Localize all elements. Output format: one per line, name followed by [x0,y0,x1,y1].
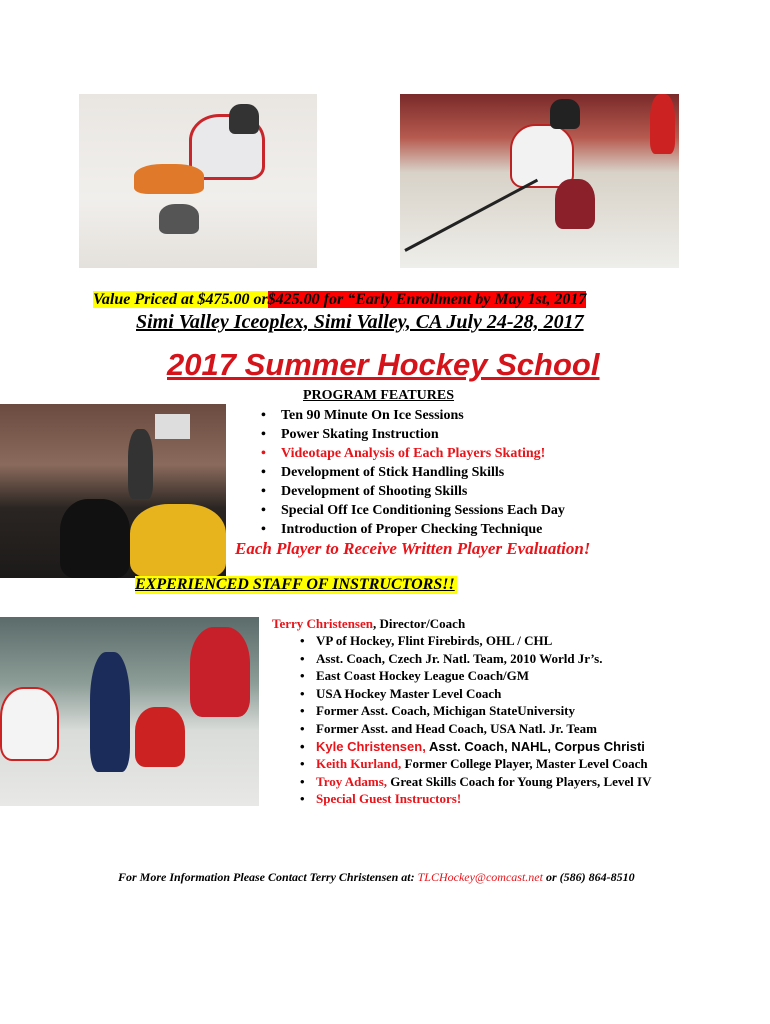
feature-item: • Development of Shooting Skills [261,482,565,501]
evaluation-note: Each Player to Receive Written Player Evaluation! [235,539,591,558]
director-line [272,616,465,632]
price-line [93,291,586,309]
feature-item: • Introduction of Proper Checking Technique [261,520,565,539]
staff-item: • USA Hockey Master Level Coach [300,685,651,703]
staff-item: • East Coast Hockey League Coach/GM [300,667,651,685]
feature-item: • Videotape Analysis of Each Players Skating! [261,444,565,463]
director-role: , Director/Coach [373,616,466,631]
director-name: Terry Christensen [272,616,373,631]
instructor-name: Troy Adams, [316,773,388,789]
contact-footer: For More Information Please Contact Terry Christensen at: TLCHockey@comcast.net or (586) 864-8510 [118,870,635,884]
instructor-name: Kyle Christensen, [316,738,426,754]
staff-item: • Kyle Christensen, Asst. Coach, NAHL, Corpus Christi [300,738,651,756]
early-price: $425.00 for “Early Enrollment by May 1st, 2017 [267,291,587,308]
staff-item: • VP of Hockey, Flint Firebirds, OHL / CHL [300,632,651,650]
program-features-list [261,406,565,539]
instructor-name: Special Guest Instructors! [316,791,462,807]
instructor-name: Keith Kurland, [316,756,402,772]
contact-email-link[interactable]: TLCHockey@comcast.net [417,870,543,884]
staff-item [300,790,651,808]
contact-phone: or (586) 864-8510 [542,870,635,884]
feature-item: • Power Skating Instruction [261,425,565,444]
location-dates: Simi Valley Iceoplex, Simi Valley, CA July 24-28, 2017 [136,311,584,333]
staff-item: • Asst. Coach, Czech Jr. Natl. Team, 2010 World Jr’s. [300,650,651,668]
program-features-heading: PROGRAM FEATURES [303,388,455,403]
staff-item: • Troy Adams, Great Skills Coach for Young Players, Level IV [300,773,651,791]
photo-skater-crouching [79,94,317,268]
staff-list [300,632,651,808]
photo-instruction-on-ice [0,617,259,806]
regular-price: Value Priced at $475.00 or [93,291,268,308]
feature-item: • Development of Stick Handling Skills [261,463,565,482]
page-title: 2017 Summer Hockey School [167,347,600,382]
staff-item: • Former Asst. and Head Coach, USA Natl. Jr. Team [300,720,651,738]
photo-skater-with-stick [400,94,679,268]
photo-team-meeting [0,404,226,578]
staff-heading: EXPERIENCED STAFF OF INSTRUCTORS!! [135,576,455,593]
staff-item: • Former Asst. Coach, Michigan StateUniversity [300,702,651,720]
feature-item: • Ten 90 Minute On Ice Sessions [261,406,565,425]
feature-item: • Special Off Ice Conditioning Sessions Each Day [261,501,565,520]
staff-item: • Keith Kurland, Former College Player, Master Level Coach [300,755,651,773]
